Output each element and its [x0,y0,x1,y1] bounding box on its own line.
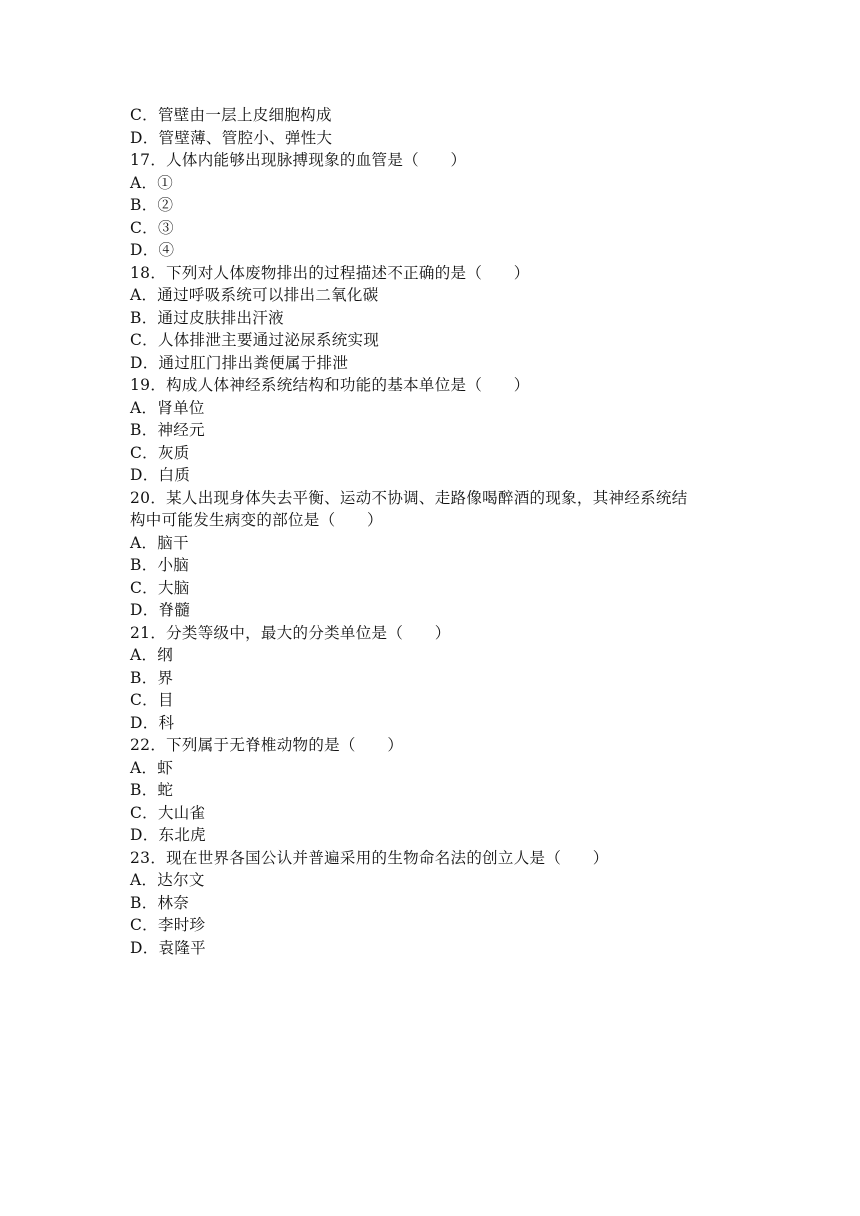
option-line: B．界 [130,668,174,687]
question-stem-continuation: 构中可能发生病变的部位是（ ） [130,511,383,529]
question-stem: 19．构成人体神经系统结构和功能的基本单位是（ ） [130,376,530,394]
option-line: C．大山雀 [130,803,206,822]
option-line: A．肾单位 [130,398,205,417]
option-line: D．④ [130,241,175,259]
option-line: D．管壁薄、管腔小、弹性大 [130,128,333,147]
option-line: B．② [130,196,174,214]
option-line: C．人体排泄主要通过泌尿系统实现 [130,331,380,349]
option-line: C．李时珍 [130,916,206,934]
option-line: D．东北虎 [130,826,206,844]
question-stem: 23．现在世界各国公认并普遍采用的生物命名法的创立人是（ ） [130,848,609,867]
question-stem: 18．下列对人体废物排出的过程描述不正确的是（ ） [130,263,530,282]
question-stem: 20．某人出现身体失去平衡、运动不协调、走路像喝醉酒的现象，其神经系统结 [130,488,688,507]
question-stem: 22．下列属于无脊椎动物的是（ ） [130,736,404,754]
option-line: A．虾 [130,758,174,777]
question-list [130,104,740,959]
option-line: C．目 [130,691,174,709]
option-line: C．大脑 [130,578,190,597]
option-line: D．科 [130,713,175,732]
option-line: D．脊髓 [130,601,191,619]
option-line: B．蛇 [130,781,174,799]
option-line: C．③ [130,218,174,237]
option-line: A．脑干 [130,533,189,552]
option-line: D．白质 [130,466,191,484]
option-line: B．林奈 [130,893,190,912]
option-line: D．通过肛门排出粪便属于排泄 [130,353,349,372]
option-line: A．① [130,173,174,192]
question-stem: 17．人体内能够出现脉搏现象的血管是（ ） [130,151,467,169]
option-line: A．达尔文 [130,871,205,889]
option-line: C．管壁由一层上皮细胞构成 [130,106,332,124]
option-line: C．灰质 [130,443,190,462]
option-line: D．袁隆平 [130,938,206,957]
option-line: B．小脑 [130,556,190,574]
option-line: A．通过呼吸系统可以排出二氧化碳 [130,286,379,304]
option-line: A．纲 [130,646,174,664]
option-line: B．通过皮肤排出汗液 [130,308,284,327]
option-line: B．神经元 [130,421,205,439]
question-stem: 21．分类等级中，最大的分类单位是（ ） [130,623,451,642]
